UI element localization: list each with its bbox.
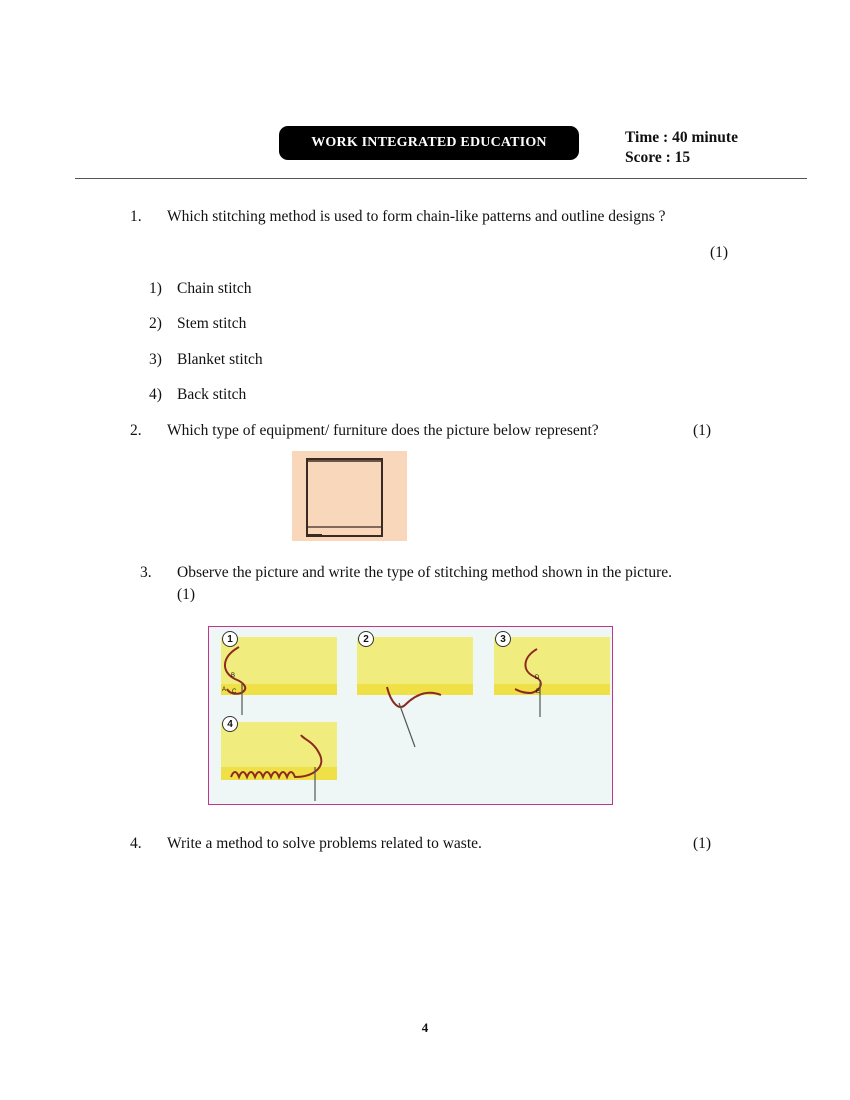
option-4-text: Back stitch [177,386,247,403]
point-label-b: B [231,673,236,679]
question-4-marks: (1) [693,835,712,852]
question-3-text: Observe the picture and write the type of stitching method shown in the picture. [177,564,673,581]
question-1-number: 1. [130,208,142,225]
panel-1-badge: 1 [222,631,238,647]
option-3-text: Blanket stitch [177,351,263,368]
panel-3-badge: 3 [495,631,511,647]
question-3-marks: (1) [177,586,196,603]
option-1-number: 1) [149,280,162,297]
question-2-marks: (1) [693,422,712,439]
point-label-a: A [222,687,227,693]
time-label: Time : 40 minute [625,129,738,146]
point-label-c: C [232,689,237,695]
question-1-marks: (1) [710,244,729,261]
point-label-e: E [536,689,541,695]
stitching-diagram [209,627,612,804]
question-2-text: Which type of equipment/ furniture does the picture below represent? [167,422,599,439]
subject-title: WORK INTEGRATED EDUCATION [279,126,579,160]
stitching-figure [208,626,613,805]
question-4-number: 4. [130,835,142,852]
panel-4-badge: 4 [222,716,238,732]
option-2-number: 2) [149,315,162,332]
question-1-text: Which stitching method is used to form chain-like patterns and outline designs ? [167,208,666,225]
question-4-text: Write a method to solve problems related to waste. [167,835,482,852]
page-number: 4 [421,1020,429,1035]
question-3-number: 3. [140,564,152,581]
furniture-picture [292,451,407,541]
option-1-text: Chain stitch [177,280,252,297]
cupboard-icon [292,451,407,541]
panel-2-badge: 2 [358,631,374,647]
question-2-number: 2. [130,422,142,439]
score-label: Score : 15 [625,149,691,166]
option-2-text: Stem stitch [177,315,247,332]
header-divider [75,178,807,179]
option-4-number: 4) [149,386,162,403]
option-3-number: 3) [149,351,162,368]
point-label-d: D [535,675,540,681]
